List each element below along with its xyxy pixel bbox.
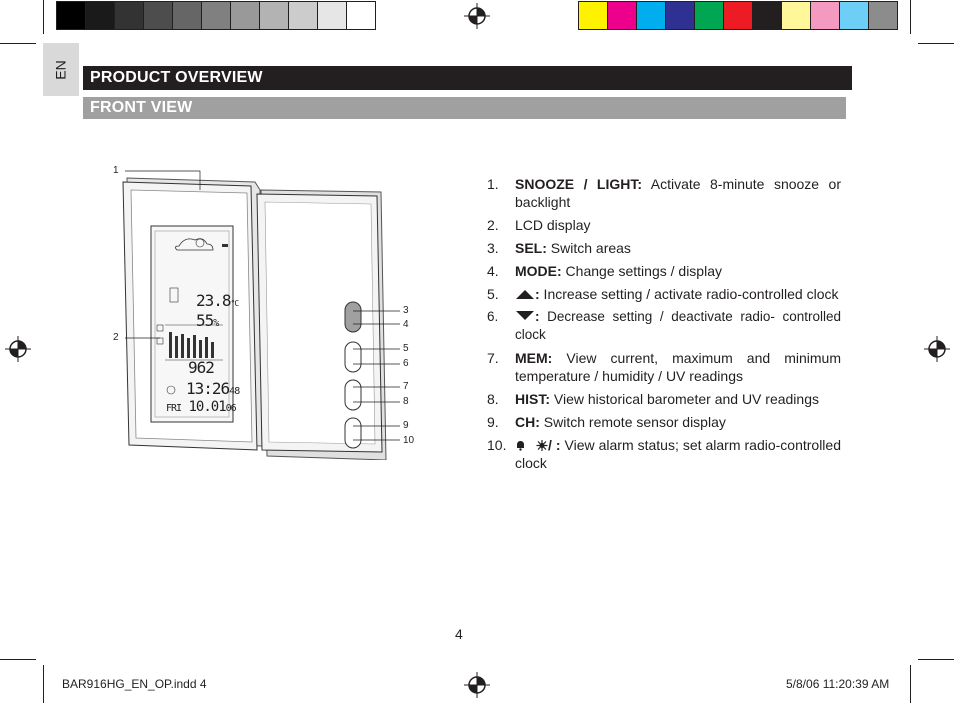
- item-number: 4.: [487, 263, 499, 279]
- list-item: [487, 349, 841, 385]
- list-item: [487, 308, 841, 344]
- item-text: Increase setting / activate radio-controlled clock: [539, 286, 839, 302]
- item-key: CH:: [515, 414, 540, 430]
- registration-mark-icon: [464, 672, 490, 698]
- bell-icon: [515, 440, 526, 451]
- callout-9: 9: [403, 420, 409, 431]
- item-key: SEL:: [515, 240, 547, 256]
- color-swatch: [810, 1, 840, 30]
- color-swatch: [868, 1, 898, 30]
- footer-file-name: BAR916HG_EN_OP.indd 4: [62, 677, 207, 691]
- item-number: 3.: [487, 240, 499, 256]
- item-text: View current, maximum and minimum temperature / humidity / UV readings: [515, 350, 841, 384]
- color-swatch: [781, 1, 811, 30]
- item-key: MODE:: [515, 263, 562, 279]
- item-text: Switch remote sensor display: [539, 414, 726, 430]
- color-swatch: [752, 1, 782, 30]
- color-swatch: [230, 1, 260, 30]
- registration-mark-icon: [924, 336, 950, 362]
- subsection-title: FRONT VIEW: [90, 99, 193, 116]
- item-number: 8.: [487, 391, 499, 407]
- item-text: Decrease setting / deactivate radio- controlled clock: [515, 309, 841, 342]
- lcd-date: FRI 10.0106: [166, 399, 236, 415]
- item-number: 5.: [487, 286, 499, 302]
- item-number: 7.: [487, 350, 499, 366]
- lcd-pressure: 962: [188, 358, 214, 377]
- callout-7: 7: [403, 381, 409, 392]
- crop-mark: [0, 659, 36, 660]
- footer-date-time: 5/8/06 11:20:39 AM: [786, 677, 890, 691]
- section-title: PRODUCT OVERVIEW: [90, 69, 263, 86]
- crop-mark: [910, 0, 911, 34]
- item-text: Switch areas: [546, 240, 631, 256]
- color-swatch: [317, 1, 347, 30]
- item-key: HIST:: [515, 391, 550, 407]
- language-tab-label: EN: [52, 59, 69, 80]
- color-swatch: [723, 1, 753, 30]
- registration-mark-icon: [464, 3, 490, 29]
- list-item: [487, 175, 841, 211]
- color-swatch: [56, 1, 86, 30]
- product-front-view-illustration: [105, 160, 425, 460]
- color-swatch: [288, 1, 318, 30]
- item-text: LCD display: [515, 217, 591, 233]
- item-number: 2.: [487, 217, 499, 233]
- item-text: View alarm status; set alarm radio-controlled clock: [515, 437, 841, 471]
- callout-3: 3: [403, 305, 409, 316]
- page-number: 4: [455, 626, 463, 642]
- down-triangle-icon: [515, 310, 535, 322]
- color-swatch: [172, 1, 202, 30]
- list-item: [487, 262, 841, 280]
- up-triangle-icon: [515, 288, 535, 300]
- color-swatch: [694, 1, 724, 30]
- feature-list: [487, 175, 841, 477]
- lcd-humidity: 55%: [196, 311, 219, 330]
- color-swatch: [114, 1, 144, 30]
- color-swatch: [143, 1, 173, 30]
- color-swatch: [839, 1, 869, 30]
- list-item: [487, 413, 841, 431]
- crop-mark: [918, 659, 954, 660]
- color-swatch: [85, 1, 115, 30]
- list-item: [487, 239, 841, 257]
- item-text: Activate 8-minute snooze or backlight: [515, 176, 841, 210]
- list-item: [487, 390, 841, 408]
- list-item: [487, 436, 841, 472]
- crop-mark: [0, 43, 36, 44]
- item-number: 9.: [487, 414, 499, 430]
- color-swatch: [346, 1, 376, 30]
- crop-mark: [910, 665, 911, 703]
- item-key: :: [535, 309, 540, 324]
- callout-6: 6: [403, 358, 409, 369]
- list-item: [487, 216, 841, 234]
- color-swatch: [636, 1, 666, 30]
- lcd-time: 13:2648: [186, 379, 240, 398]
- lcd-temperature: 23.8°C: [196, 291, 239, 310]
- color-swatch: [578, 1, 608, 30]
- crop-mark: [43, 0, 44, 34]
- item-key: MEM:: [515, 350, 553, 366]
- callout-10: 10: [403, 435, 415, 446]
- callout-5: 5: [403, 343, 409, 354]
- color-swatch: [665, 1, 695, 30]
- callout-2: 2: [113, 332, 119, 343]
- crop-mark: [43, 665, 44, 703]
- callout-8: 8: [403, 396, 409, 407]
- crop-mark: [918, 43, 954, 44]
- list-item: [487, 285, 841, 303]
- subsection-header-bar: [83, 97, 846, 119]
- color-swatch: [607, 1, 637, 30]
- sun-icon: [536, 440, 548, 451]
- item-text: Change settings / display: [561, 263, 722, 279]
- color-swatch: [259, 1, 289, 30]
- item-key: :: [535, 286, 540, 302]
- item-key: / :: [548, 437, 561, 453]
- item-number: 1.: [487, 176, 499, 192]
- item-number: 10.: [487, 437, 507, 453]
- callout-4: 4: [403, 319, 409, 330]
- color-swatch: [201, 1, 231, 30]
- language-tab-label-wrap: [43, 43, 79, 96]
- item-text: View historical barometer and UV readings: [550, 391, 819, 407]
- callout-1: 1: [113, 165, 119, 176]
- item-number: 6.: [487, 309, 499, 324]
- registration-mark-icon: [5, 336, 31, 362]
- item-key: SNOOZE / LIGHT:: [515, 176, 643, 192]
